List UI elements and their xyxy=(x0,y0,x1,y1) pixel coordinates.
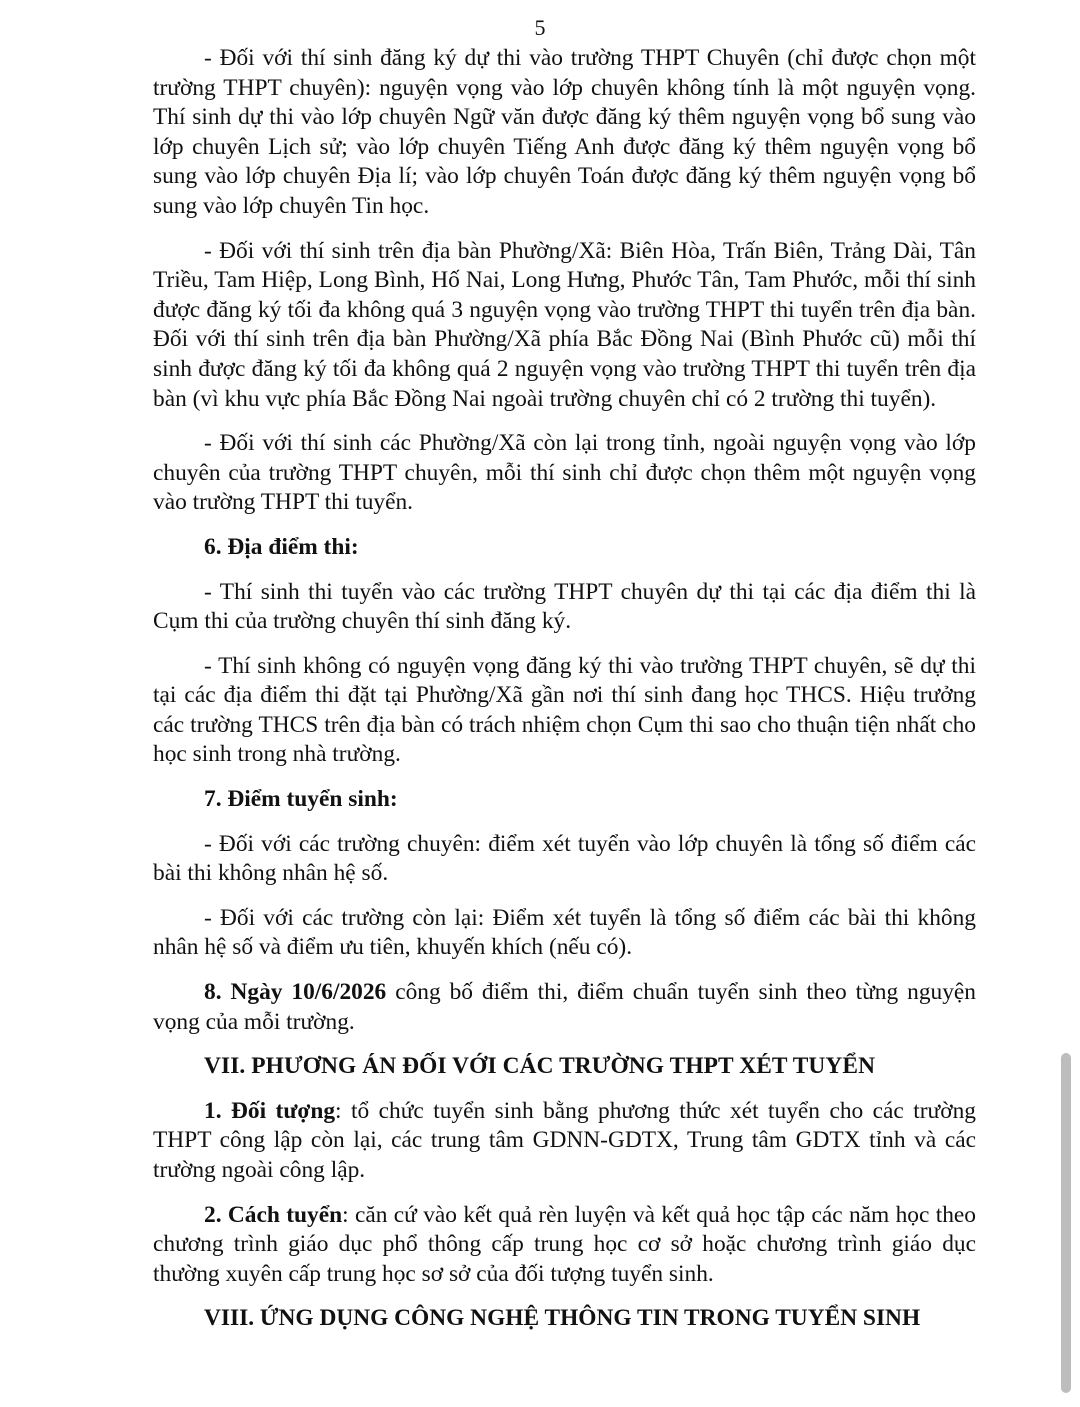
paragraph-announcement-date xyxy=(153,978,976,1037)
paragraph-specialized-school-registration: - Đối với thí sinh đăng ký dự thi vào trường THPT Chuyên (chỉ được chọn một trường THPT chuyên): nguyện vọng vào lớp chuyên không tính là một nguyện vọng. Thí sinh dự thi vào lớp chuyên Ngữ văn được đăng ký thêm nguyện vọng bổ sung vào lớp chuyên Lịch sử; vào lớp chuyên Tiếng Anh được đăng ký thêm nguyện vọng bổ sung vào lớp chuyên Địa lí; vào lớp chuyên Toán được đăng ký thêm nguyện vọng bổ sung vào lớp chuyên Tin học. xyxy=(153,45,976,219)
section-heading-admission-score: 7. Điểm tuyển sinh: xyxy=(204,786,398,813)
announcement-date-label: 8. Ngày 10/6/2026 xyxy=(204,979,387,1006)
paragraph-other-wards: - Đối với thí sinh các Phường/Xã còn lại trong tỉnh, ngoài nguyện vọng vào lớp chuyên của trường THPT chuyên, mỗi thí sinh chỉ được chọn thêm một nguyện vọng vào trường THPT thi tuyển. xyxy=(153,430,976,516)
scrollbar-thumb[interactable] xyxy=(1061,1053,1071,1393)
paragraph-review-target xyxy=(153,1097,976,1186)
document-body xyxy=(153,44,976,1334)
page-number: 5 xyxy=(534,15,546,40)
announcement-date-text: công bố điểm thi, điểm chuẩn tuyển sinh theo từng nguyện vọng của mỗi trường. xyxy=(153,979,976,1035)
paragraph-review-method xyxy=(153,1201,976,1290)
section-heading-it-application: VIII. ỨNG DỤNG CÔNG NGHỆ THÔNG TIN TRONG TUYỂN SINH xyxy=(204,1305,921,1332)
review-method-label: 2. Cách tuyển xyxy=(204,1201,343,1228)
review-target-text: : tổ chức tuyển sinh bằng phương thức xét tuyển cho các trường THPT công lập còn lại, các trung tâm GDNN-GDTX, Trung tâm GDTX tỉnh và các trường ngoài công lập. xyxy=(153,1097,976,1183)
review-target-label: 1. Đối tượng xyxy=(204,1097,336,1124)
review-method-text: : căn cứ vào kết quả rèn luyện và kết quả học tập các năm học theo chương trình giáo dục phổ thông cấp trung học cơ sở hoặc chương trình giáo dục thường xuyên cấp trung học sơ sở của đối tượng tuyển sinh. xyxy=(153,1201,976,1287)
paragraph-general-exam-location: - Thí sinh không có nguyện vọng đăng ký thi vào trường THPT chuyên, sẽ dự thi tại các địa điểm thi đặt tại Phường/Xã gần nơi thí sinh đang học THCS. Hiệu trưởng các trường THCS trên địa bàn có trách nhiệm chọn Cụm thi sao cho thuận tiện nhất cho học sinh trong nhà trường. xyxy=(153,652,976,768)
section-heading-review-admission: VII. PHƯƠNG ÁN ĐỐI VỚI CÁC TRƯỜNG THPT XÉT TUYỂN xyxy=(204,1053,876,1080)
paragraph-ward-registration-limits: - Đối với thí sinh trên địa bàn Phường/Xã: Biên Hòa, Trấn Biên, Trảng Dài, Tân Triều, Tam Hiệp, Long Bình, Hố Nai, Long Hưng, Phước Tân, Tam Phước, mỗi thí sinh được đăng ký tối đa không quá 3 nguyện vọng vào trường THPT thi tuyển trên địa bàn. Đối với thí sinh trên địa bàn Phường/Xã phía Bắc Đồng Nai (Bình Phước cũ) mỗi thí sinh được đăng ký tối đa không quá 2 nguyện vọng vào trường THPT thi tuyển trên địa bàn (vì khu vực phía Bắc Đồng Nai ngoài trường chuyên chỉ có 2 trường thi tuyển). xyxy=(153,237,976,412)
paragraph-specialized-score: - Đối với các trường chuyên: điểm xét tuyển vào lớp chuyên là tổng số điểm các bài thi không nhân hệ số. xyxy=(153,830,976,887)
section-heading-exam-location: 6. Địa điểm thi: xyxy=(204,533,359,560)
paragraph-specialized-exam-location: - Thí sinh thi tuyển vào các trường THPT chuyên dự thi tại các địa điểm thi là Cụm thi của trường chuyên thí sinh đăng ký. xyxy=(153,578,976,635)
paragraph-other-score: - Đối với các trường còn lại: Điểm xét tuyển là tổng số điểm các bài thi không nhân hệ số và điểm ưu tiên, khuyến khích (nếu có). xyxy=(153,904,976,961)
